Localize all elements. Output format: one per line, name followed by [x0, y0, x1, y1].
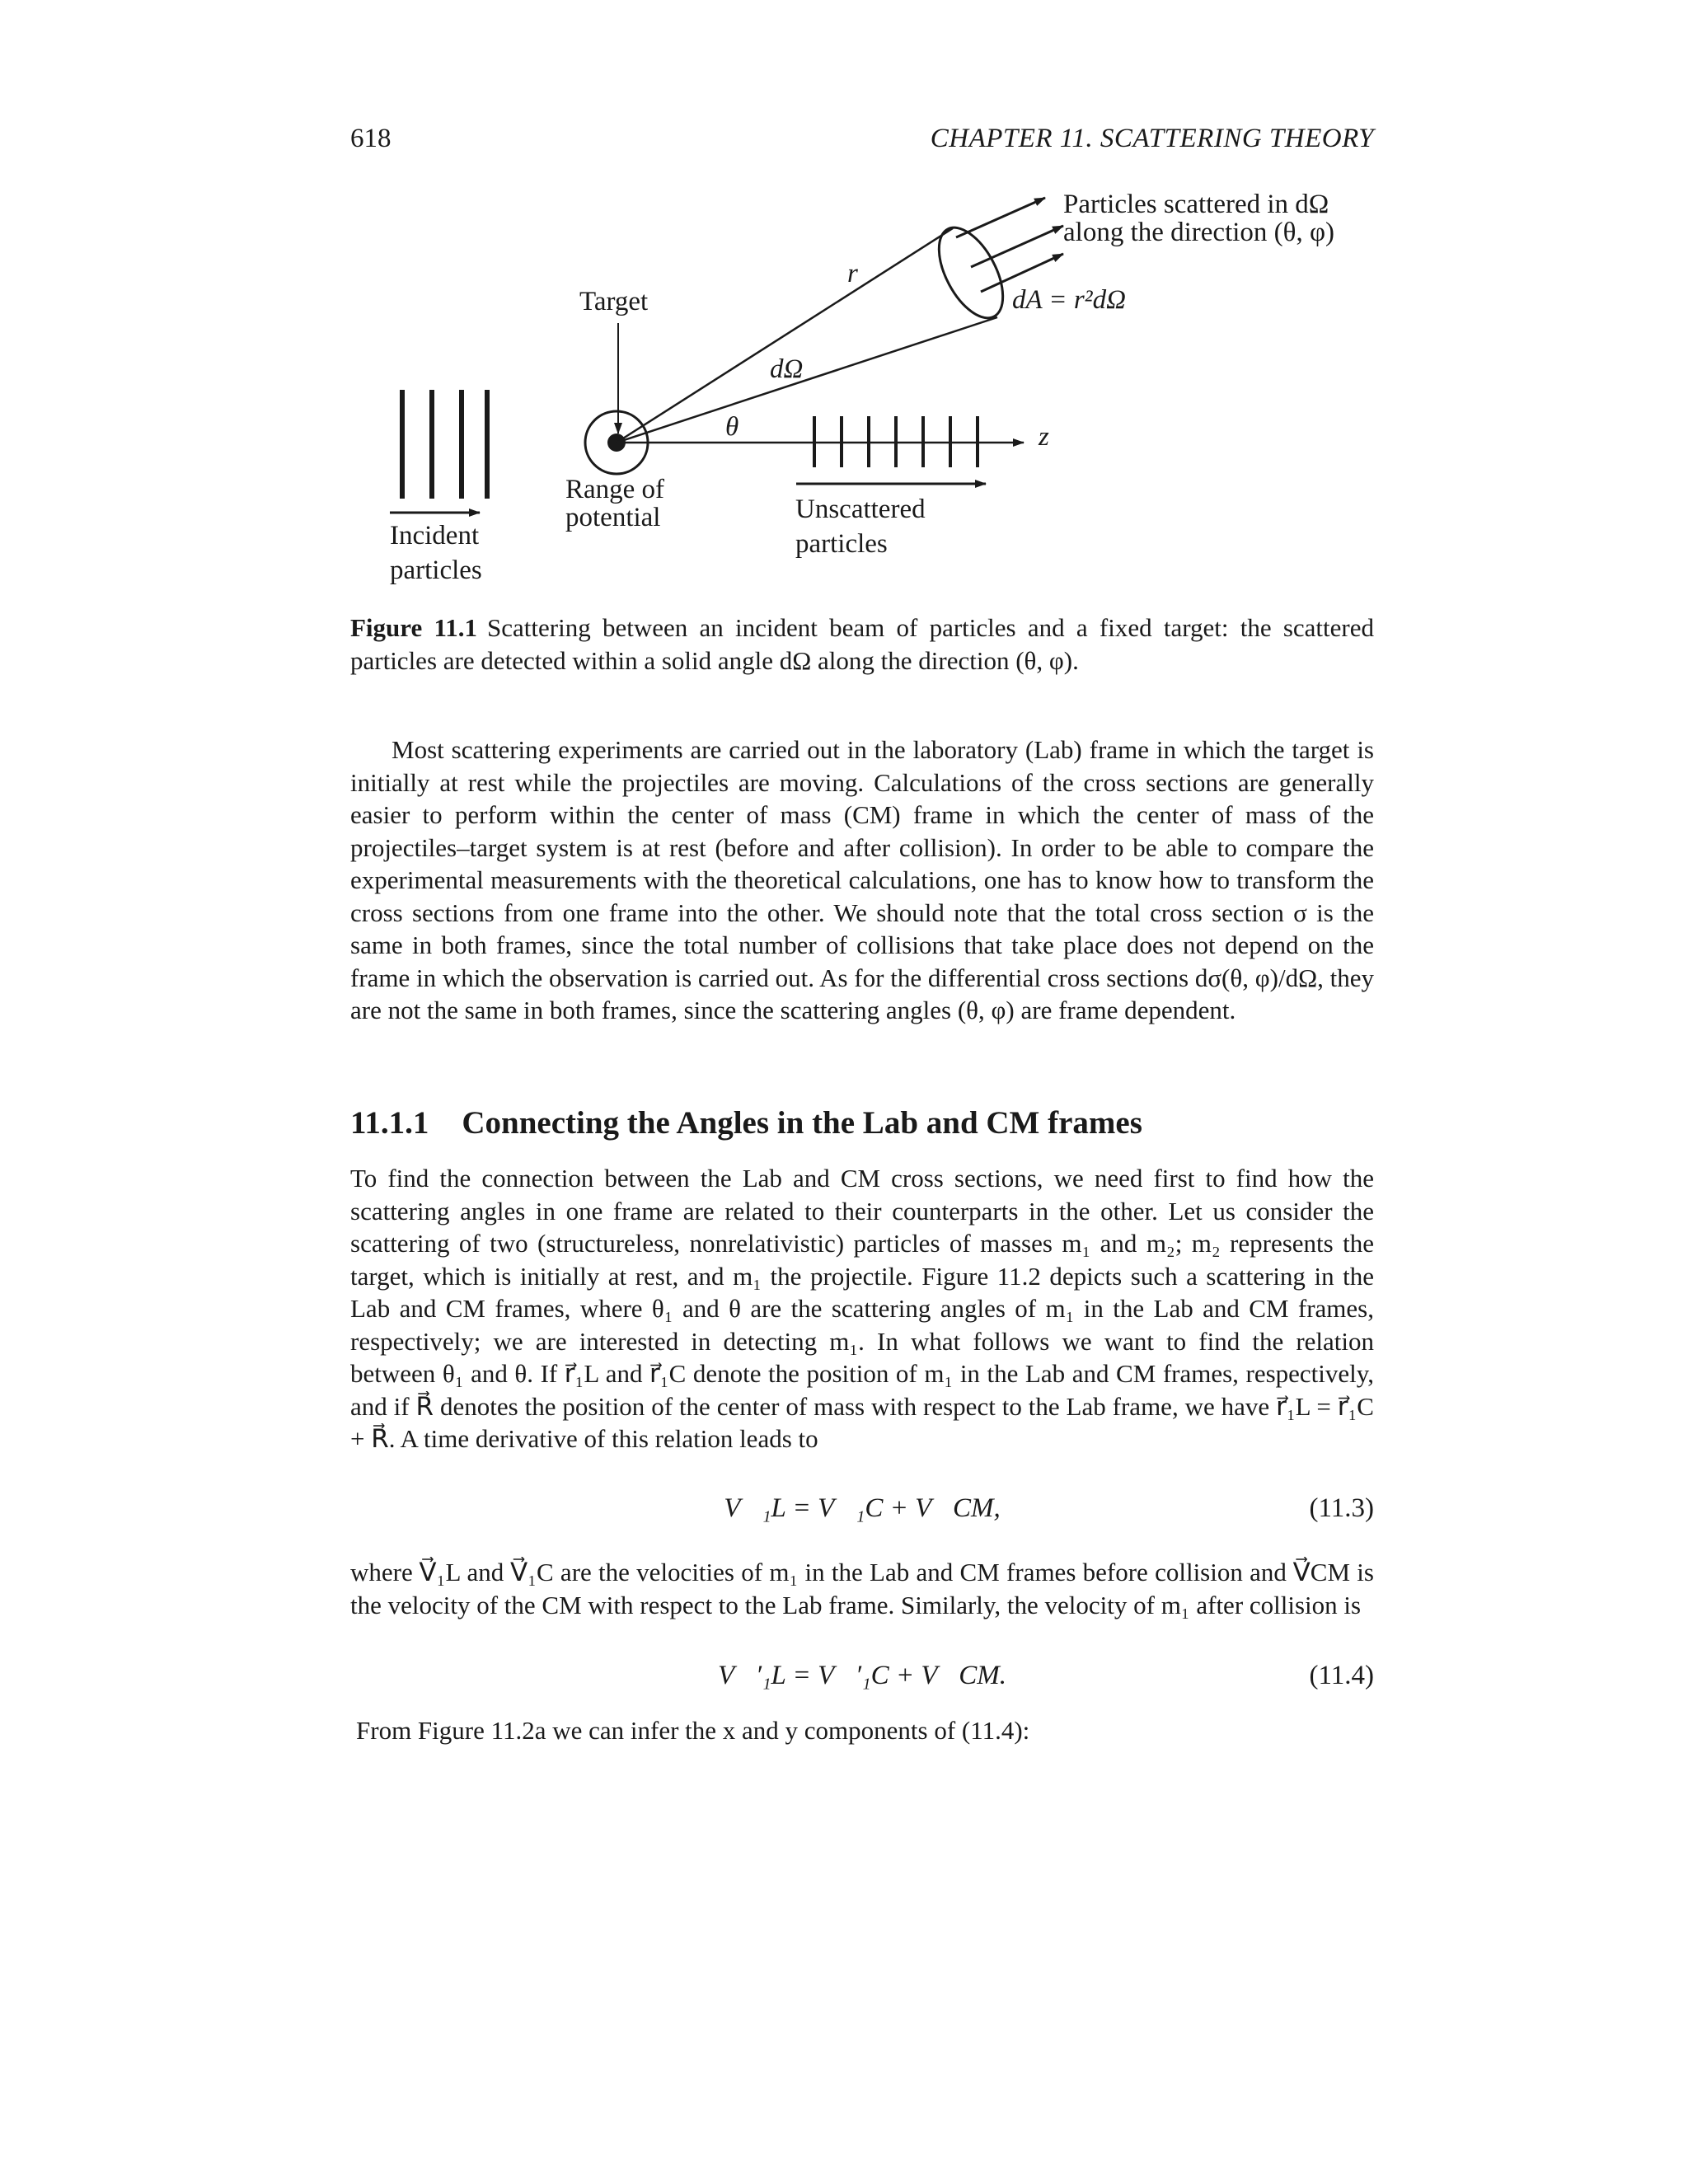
label-target: Target: [579, 287, 649, 316]
label-incident-particles: particles: [390, 555, 482, 585]
cone-upper-edge: [617, 228, 953, 443]
section-heading: [350, 1104, 1142, 1141]
equation: [350, 1661, 1374, 1697]
cone-lower-edge: [617, 317, 997, 443]
section-number: 11.1.1: [350, 1105, 429, 1141]
caption-label: Figure 11.1: [350, 613, 478, 642]
label-potential: potential: [565, 503, 661, 532]
label-direction: along the direction (θ, φ): [1063, 218, 1335, 247]
label-unscattered: Unscattered: [795, 494, 926, 524]
label-d-omega: dΩ: [770, 354, 804, 384]
label-r: r: [847, 259, 858, 288]
scattered-arrow: [956, 198, 1045, 237]
figure-caption: [350, 612, 1374, 677]
label-unscattered-particles: particles: [795, 529, 888, 559]
equation-number: (11.3): [1309, 1493, 1374, 1523]
label-range-of: Range of: [565, 475, 665, 504]
body-paragraph: From Figure 11.2a we can infer the x and y components of (11.4):: [356, 1716, 1030, 1745]
detector-area: [926, 218, 1015, 328]
label-z: z: [1039, 422, 1049, 452]
label-theta: θ: [725, 412, 739, 442]
label-area: dA = r²dΩ: [1012, 285, 1126, 315]
label-scattered: Particles scattered in dΩ: [1063, 190, 1329, 219]
equation-body: V⃗′₁L = V⃗′₁C + V⃗CM.: [718, 1661, 1006, 1690]
body-paragraph: Most scattering experiments are carried out in the laboratory (Lab) frame in which the target is initially at rest while the projectiles are moving. Calculations of the cross sections are generally easier to perform within the center of mass (CM) frame in which the center of mass of the projectiles–target system is at rest (before and after collision). In order to be able to compare the experimental measurements with the theoretical calculations, one has to know how to transform the cross sections from one frame into the other. We should note that the total cross section σ is the same in both frames, since the total number of collisions that take place does not depend on the frame in which the observation is carried out. As for the differential cross sections dσ(θ, φ)/dΩ, they are not the same in both frames, since the scattering angles (θ, φ) are frame dependent.: [350, 735, 1374, 1024]
equation-body: V⃗₁L = V⃗₁C + V⃗CM,: [724, 1493, 1001, 1523]
equation: [350, 1493, 1374, 1530]
incident-beam: [402, 390, 487, 499]
section-title: Connecting the Angles in the Lab and CM frames: [462, 1105, 1142, 1141]
chapter-title: CHAPTER 11. SCATTERING THEORY: [930, 124, 1374, 153]
label-incident: Incident: [390, 521, 480, 551]
body-paragraph: To find the connection between the Lab and CM cross sections, we need first to find how the scattering angles in one frame are related to their counterparts in the other. Let us consider the scattering of two (structureless, nonrelativistic) particles of masses m₁ and m₂; m₂ represents the target, which is initially at rest, and m₁ the projectile. Figure 11.2 depicts such a scattering in the Lab and CM frames, where θ₁ and θ are the scattering angles of m₁ in the Lab and CM frames, respectively; we are interested in detecting m₁. In what follows we want to find the relation between θ₁ and θ. If r⃗₁L and r⃗₁C denote the position of m₁ in the Lab and CM frames, respectively, and if R⃗ denotes the position of the center of mass with respect to the Lab frame, we have r⃗₁L = r⃗₁C + R⃗. A time derivative of this relation leads to: [350, 1164, 1374, 1453]
caption-text: Scattering between an incident beam of particles and a fixed target: the scattered particles are detected within a solid angle dΩ along the direction (θ, φ).: [350, 613, 1374, 675]
body-paragraph: where V⃗₁L and V⃗₁C are the velocities of m₁ in the Lab and CM frames before collision and V⃗CM is the velocity of the CM with respect to the Lab frame. Similarly, the velocity of m₁ after collision is: [350, 1558, 1374, 1619]
equation-number: (11.4): [1309, 1661, 1374, 1690]
page-number: 618: [350, 124, 392, 153]
